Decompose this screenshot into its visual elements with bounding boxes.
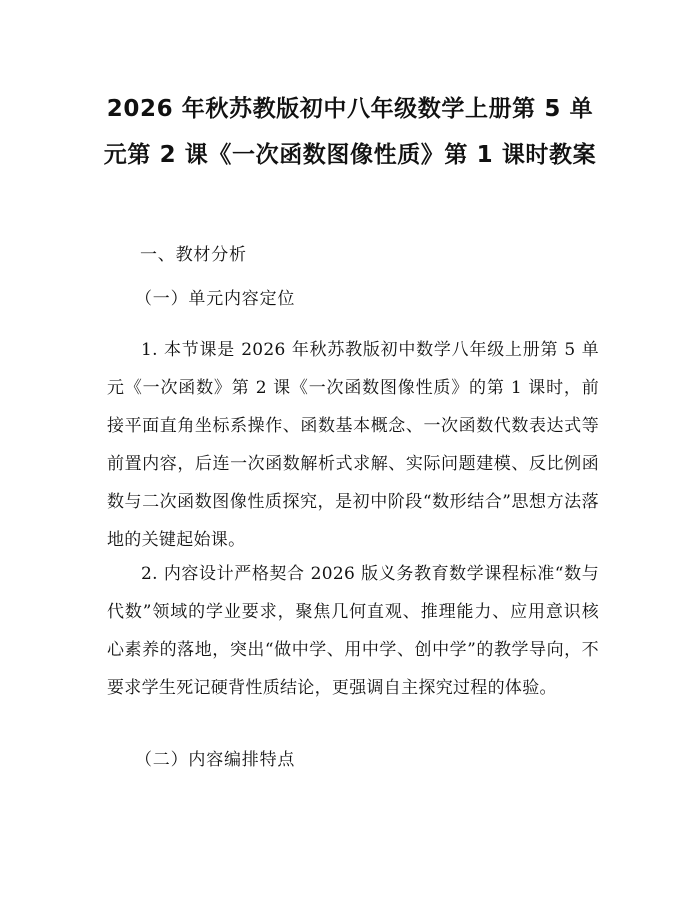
paragraph-2: 2. 内容设计严格契合 2026 版义务教育数学课程标准“数与代数”领域的学业要求，聚焦几何直观、推理能力、应用意识核心素养的落地，突出“做中学、用中学、创中学”的教学导向，不要求学生死记硬背性质结论，更强调自主探究过程的体验。 (107, 564, 599, 698)
section-heading-textbook-analysis: 一、教材分析 (140, 245, 247, 265)
document-title: 2026 年秋苏教版初中八年级数学上册第 5 单元第 2 课《一次函数图像性质》第 1 课时教案 (103, 96, 597, 168)
subsection-heading-unit-position: （一）单元内容定位 (135, 289, 296, 309)
subsection-heading-content-arrangement: （二）内容编排特点 (135, 750, 296, 770)
paragraph-1: 1. 本节课是 2026 年秋苏教版初中数学八年级上册第 5 单元《一次函数》第 2 课《一次函数图像性质》的第 1 课时，前接平面直角坐标系操作、函数基本概念、一次函数代数表达式等前置内容，后连一次函数解析式求解、实际问题建模、反比例函数与二次函数图像性质探究，是初中阶段“数形结合”思想方法落地的关键起始课。 (107, 340, 599, 550)
